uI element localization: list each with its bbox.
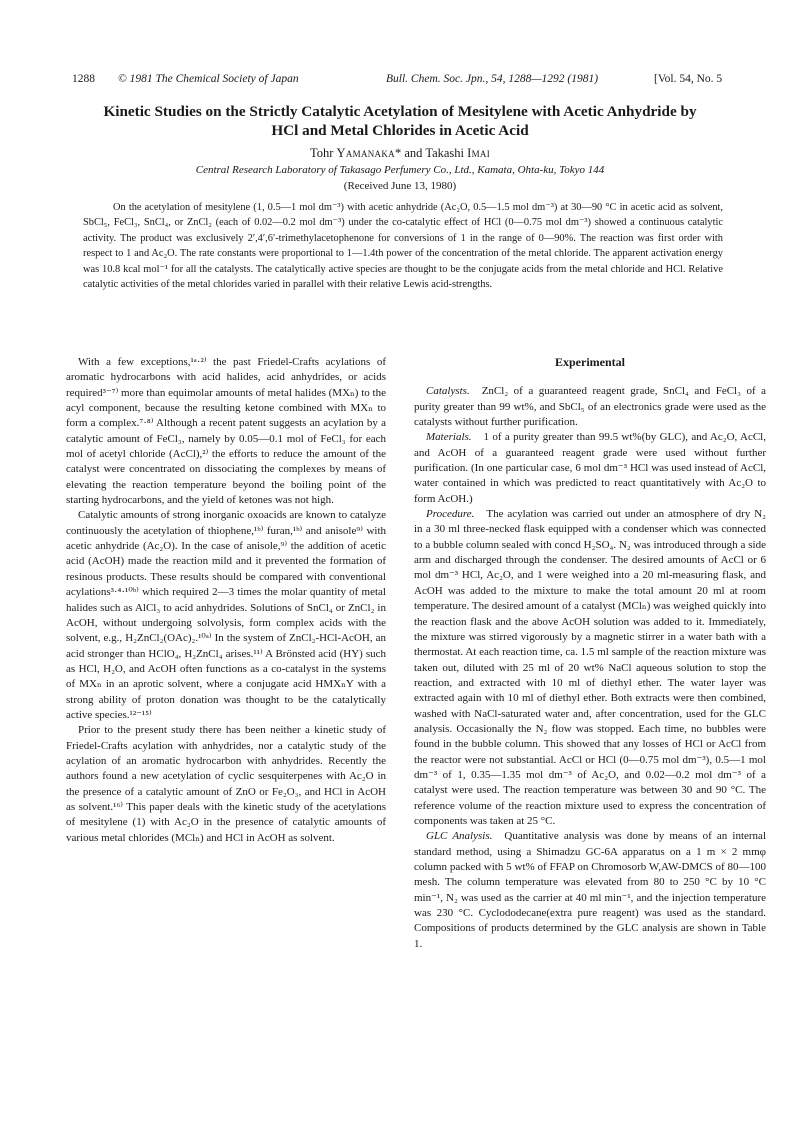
affiliation: Central Research Laboratory of Takasago Perfumery Co., Ltd., Kamata, Ohta-ku, Tokyo 144 [195, 164, 605, 176]
right-column [414, 355, 766, 952]
procedure-text: The acylation was carried out under an atmosphere of dry N₂ in a 30 ml three-necked flask equipped with a condenser which was connected to a bubble column sealed with concd H₂SO₄. N₂ was introduced through a side arm and discharged through the condenser. The desired amounts of AcCl or 6 mol dm⁻³ HCl, Ac₂O, and 1 were weighed into a 20 ml-measuring flask, and AcOH was added to the mixture to make the total amount 20 ml at room temperature. The desired amount of a catalyst (MClₙ) was weighed quickly into the reaction flask and the above AcOH solution was added to it. Immediately, the mixture was stirred vigorously by a magnetic stirrer in a water bath with a thermostat. At each reaction time, ca. 1.5 ml sample of the reaction mixture was taken out, diluted with 25 ml of 20 wt% NaCl aqueous solution to stop the reaction, and extracted with 10 ml of diethyl ether. The water layer was extracted again with 10 ml of diethyl ether. Both extracts were then combined, washed with NaCl-saturated water and, after concentration, used for the GLC analysis. Occasionally the N₂ flow was stopped. Each time, no bubbles were found in the bubble column. This showed that any losses of HCl or AcCl from the reactor were not substantial. AcCl or HCl (0—0.75 mol dm⁻³), 0.5—1 mol dm⁻³ of 1, 0.35—1.35 mol dm⁻³ of Ac₂O, and 0.02—0.2 mol dm⁻³ of a catalyst were used. The reaction temperature was between 30 and 90 °C. The reference volume of the reaction mixture used to express the concentration of components was taken at 25 °C. [414, 508, 766, 827]
volume-issue: [Vol. 54, No. 5 [654, 73, 723, 85]
catalysts-paragraph [414, 384, 766, 430]
glc-paragraph [414, 829, 766, 952]
corresponding-mark: * [394, 146, 402, 160]
intro-paragraph-1: With a few exceptions,¹ᵃ·²⁾ the past Friedel-Crafts acylations of aromatic hydrocarbons with acid halides, acid anhydrides, or acids required³⁻⁷⁾ more than equimolar amounts of metal halides (MXₙ) to the acyl component, because the resulting ketone combined with MXₙ to form a complex.⁷·⁸⁾ Although a recent patent suggests an acylation by a catalytic amount of FeCl₃, namely by 0.05—0.1 mol of FeCl₃ for each mol of acetyl chloride (AcCl),²⁾ the efforts to reduce the amount of the catalyst were concentrated on dissociating the complexes by means of elevating the reaction temperature beyond the boiling point of the starting hydrocarbons, and the yield of ketones was not high. [66, 356, 386, 507]
materials-text: 1 of a purity greater than 99.5 wt%(by GLC), and Ac₂O, AcCl, and AcOH of a guaranteed reagent grade were used without further purification. (In one particular case, 6 mol dm⁻³ HCl was used instead of AcCl, water contained in which was predicted to react quantitatively with Ac₂O to form AcOH.) [414, 431, 766, 505]
received-date: (Received June 13, 1980) [343, 180, 457, 192]
author1-first-name: Tohr [309, 146, 334, 160]
procedure-label: Procedure. [426, 508, 475, 521]
copyright-notice: © 1981 The Chemical Society of Japan [118, 73, 299, 85]
glc-text: Quantitative analysis was done by means of an internal standard method, using a Shimadzu GC-6A apparatus on a 1 m × 2 mmφ column packed with 5 wt% of FFAP on Chromosorb W,AW-DMCS of 80—100 mesh. The column temperature was elevated from 80 to 250 °C by 10 °C min⁻¹, N₂ was used as the carrier at 40 ml min⁻¹, and the injection temperature was 230 °C. Cyclododecane(extra pure reagent) was used as the standard. Compositions of products determined by the GLC analysis are shown in Table 1. [414, 830, 767, 950]
running-header [72, 73, 772, 89]
page-number: 1288 [72, 73, 95, 85]
author2-first-name: Takashi [425, 146, 465, 160]
intro-paragraph-3: Prior to the present study there has been neither a kinetic study of Friedel-Crafts acylation with anhydrides, nor a catalytic study of the acylation of an aromatic hydrocarbon with anhydrides. Recently the authors found a new acetylation of cyclic sesquiterpenes with Ac₂O in the presence of a catalytic amount of ZnO or Fe₂O₃, and HCl in AcOH as solvent.¹⁶⁾ This paper deals with the kinetic study of the acetylations of mesitylene (1) with Ac₂O in the presence of catalytic amounts of various metal chlorides (MClₙ) and HCl in AcOH as solvent. [66, 724, 386, 844]
author1-last-name: Yamanaka [336, 146, 395, 160]
materials-paragraph [414, 430, 766, 507]
materials-label: Materials. [426, 431, 472, 444]
author-conjunction: and [404, 146, 423, 160]
author2-last-name: Imai [467, 146, 491, 160]
intro-paragraph-2: Catalytic amounts of strong inorganic oxoacids are known to catalyze continuously the acetylation of thiophene,¹ᵇ⁾ furan,¹ᵇ⁾ and anisole⁹⁾ with acetic anhydride (Ac₂O). In the case of anisole,⁹⁾ the addition of acetic acid (AcOH) made the reaction mild and it prevented the formation of resinous products. These results should be compared with conventional acylations³·⁴·¹⁰ᵇ⁾ which required 2—3 times the molar quantity of metal halides such as AlCl₃ to acid anhydrides. Solutions of SnCl₄ or ZnCl₂ in AcOH, without undergoing solvolysis, form complex acids with the solvent, e.g., H₂ZnCl₂(OAc)₂.¹⁰ᵃ⁾ In the system of ZnCl₂-HCl-AcOH, an acid stronger than HClO₄, H₂ZnCl₄ arises.¹¹⁾ A Brönsted acid (HY) such as HCl, H₂O, and AcOH often functions as a co-catalyst in the systems of MXₙ in an aprotic solvent, where a conjugate acid HMXₙY with a strong ability of proton donation was thought to be the catalytically active species.¹²⁻¹⁵⁾ [66, 509, 386, 721]
left-column [66, 355, 386, 846]
author-line [90, 146, 710, 161]
section-heading-experimental: Experimental [555, 355, 625, 369]
procedure-paragraph [414, 507, 766, 829]
journal-citation: Bull. Chem. Soc. Jpn., 54, 1288—1292 (1981) [386, 73, 599, 85]
glc-label: GLC Analysis. [426, 830, 493, 843]
abstract: On the acetylation of mesitylene (1, 0.5—1 mol dm⁻³) with acetic anhydride (Ac₂O, 0.5—1.5 mol dm⁻³) at 30—90 °C in acetic acid as solvent, SbCl₅, FeCl₃, SnCl₄, or ZnCl₂ (each of 0.02—0.2 mol dm⁻³) under the co-catalytic effect of HCl (0—0.75 mol dm⁻³) showed a continuous catalytic activity. The product was exclusively 2′,4′,6′-trimethylacetophenone for conversions of 1 in the range of 0—90%. The reaction was first order with respect to 1 and Ac₂O. The rate constants were proportional to 1—1.4th power of the concentration of the metal chloride. The apparent activation energy was 10.8 kcal mol⁻¹ for all the catalysts. The catalytically active species are thought to be the conjugate acids from the metal chloride and HCl. Relative catalytic activities of the metal chlorides varied in parallel with their relative Lewis acid-strengths. [83, 202, 723, 291]
catalysts-label: Catalysts. [426, 385, 470, 398]
article-title: Kinetic Studies on the Strictly Catalytic Acetylation of Mesitylene with Acetic Anhydride by HCl and Metal Chlorides in Acetic Acid [103, 103, 697, 139]
catalysts-text: ZnCl₂ of a guaranteed reagent grade, SnCl₄ and FeCl₃ of a purity greater than 99 wt%, and SbCl₅ of an electronics grade were used as the catalysts without further purification. [414, 385, 766, 429]
